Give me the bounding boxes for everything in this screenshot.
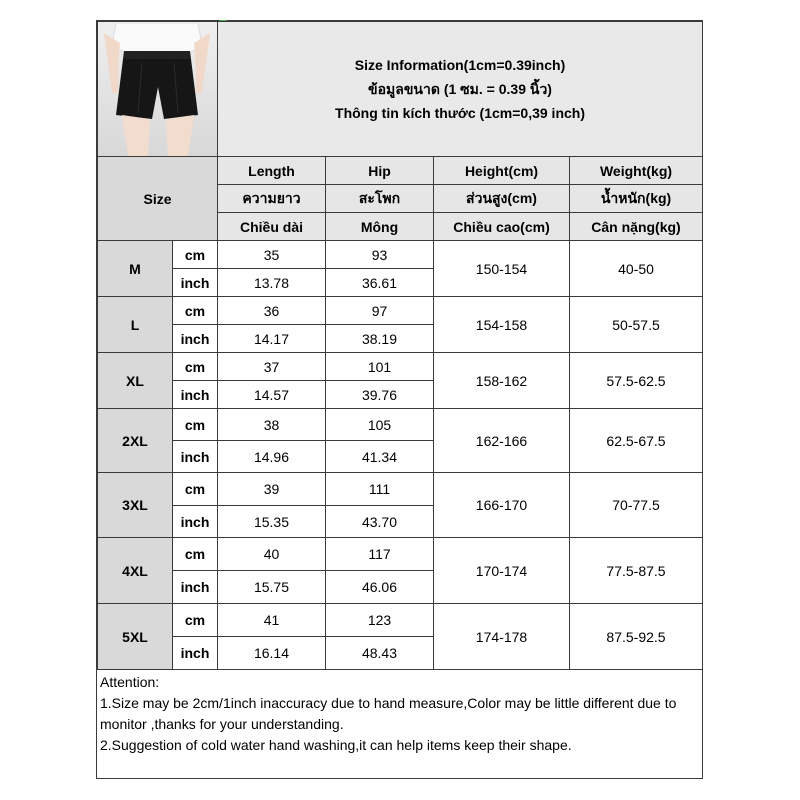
product-photo [98, 22, 218, 157]
size-table [97, 21, 703, 670]
title-vietnamese: Thông tin kích thước (1cm=0,39 inch) [335, 105, 585, 121]
header-hip-vi: Mông [326, 213, 434, 241]
size-chart-sheet [96, 20, 703, 779]
length-inch-value: 14.57 [218, 381, 326, 409]
table-row [98, 241, 703, 269]
table-row [98, 353, 703, 381]
hip-inch-value: 39.76 [326, 381, 434, 409]
header-hip-en: Hip [326, 157, 434, 185]
unit-cm: cm [173, 538, 218, 571]
hip-cm-value: 97 [326, 297, 434, 325]
title-thai: ข้อมูลขนาด (1 ซม. = 0.39 นิ้ว) [368, 81, 552, 97]
black-shorts-photo-icon [98, 23, 217, 156]
header-height-th: ส่วนสูง(cm) [434, 185, 570, 213]
height-range-value: 174-178 [434, 604, 570, 670]
unit-inch: inch [173, 441, 218, 473]
table-row [98, 473, 703, 506]
column-header-row-en [98, 157, 703, 185]
weight-range-value: 57.5-62.5 [570, 353, 703, 409]
hip-cm-value: 93 [326, 241, 434, 269]
length-cm-value: 38 [218, 409, 326, 441]
header-weight-th: น้ำหนัก(kg) [570, 185, 703, 213]
length-inch-value: 14.96 [218, 441, 326, 473]
unit-inch: inch [173, 571, 218, 604]
length-inch-value: 14.17 [218, 325, 326, 353]
unit-inch: inch [173, 325, 218, 353]
unit-inch: inch [173, 637, 218, 670]
hip-inch-value: 43.70 [326, 506, 434, 538]
length-cm-value: 37 [218, 353, 326, 381]
length-cm-value: 35 [218, 241, 326, 269]
hip-cm-value: 101 [326, 353, 434, 381]
length-inch-value: 13.78 [218, 269, 326, 297]
header-weight-en: Weight(kg) [570, 157, 703, 185]
size-label: XL [98, 353, 173, 409]
weight-range-value: 77.5-87.5 [570, 538, 703, 604]
unit-cm: cm [173, 409, 218, 441]
hip-inch-value: 48.43 [326, 637, 434, 670]
header-hip-th: สะโพก [326, 185, 434, 213]
hip-cm-value: 111 [326, 473, 434, 506]
length-inch-value: 16.14 [218, 637, 326, 670]
size-label: 2XL [98, 409, 173, 473]
unit-cm: cm [173, 353, 218, 381]
attention-notes [97, 670, 702, 756]
size-column-label: Size [98, 157, 218, 241]
unit-inch: inch [173, 381, 218, 409]
attention-note-2: 2.Suggestion of cold water hand washing,it can help items keep their shape. [100, 737, 572, 753]
size-label: 5XL [98, 604, 173, 670]
size-label: L [98, 297, 173, 353]
height-range-value: 158-162 [434, 353, 570, 409]
attention-note-1: 1.Size may be 2cm/1inch inaccuracy due to hand measure,Color may be little different due to monitor ,thanks for your understanding. [100, 695, 677, 732]
header-length-th: ความยาว [218, 185, 326, 213]
height-range-value: 162-166 [434, 409, 570, 473]
length-inch-value: 15.35 [218, 506, 326, 538]
size-label: 4XL [98, 538, 173, 604]
hip-inch-value: 41.34 [326, 441, 434, 473]
hip-inch-value: 38.19 [326, 325, 434, 353]
unit-inch: inch [173, 269, 218, 297]
header-row [98, 22, 703, 157]
length-cm-value: 41 [218, 604, 326, 637]
size-label: M [98, 241, 173, 297]
length-inch-value: 15.75 [218, 571, 326, 604]
height-range-value: 150-154 [434, 241, 570, 297]
weight-range-value: 70-77.5 [570, 473, 703, 538]
unit-cm: cm [173, 297, 218, 325]
header-weight-vi: Cân nặng(kg) [570, 213, 703, 241]
unit-inch: inch [173, 506, 218, 538]
weight-range-value: 87.5-92.5 [570, 604, 703, 670]
length-cm-value: 36 [218, 297, 326, 325]
header-height-en: Height(cm) [434, 157, 570, 185]
weight-range-value: 50-57.5 [570, 297, 703, 353]
size-info-title [218, 22, 703, 157]
hip-cm-value: 123 [326, 604, 434, 637]
title-english: Size Information(1cm=0.39inch) [354, 57, 566, 73]
height-range-value: 170-174 [434, 538, 570, 604]
header-length-en: Length [218, 157, 326, 185]
hip-inch-value: 46.06 [326, 571, 434, 604]
length-cm-value: 40 [218, 538, 326, 571]
unit-cm: cm [173, 473, 218, 506]
size-label: 3XL [98, 473, 173, 538]
hip-cm-value: 117 [326, 538, 434, 571]
table-row [98, 409, 703, 441]
hip-cm-value: 105 [326, 409, 434, 441]
height-range-value: 154-158 [434, 297, 570, 353]
table-row [98, 297, 703, 325]
hip-inch-value: 36.61 [326, 269, 434, 297]
header-height-vi: Chiều cao(cm) [434, 213, 570, 241]
weight-range-value: 62.5-67.5 [570, 409, 703, 473]
height-range-value: 166-170 [434, 473, 570, 538]
table-row [98, 538, 703, 571]
length-cm-value: 39 [218, 473, 326, 506]
table-row [98, 604, 703, 637]
attention-heading: Attention: [100, 674, 160, 690]
unit-cm: cm [173, 241, 218, 269]
unit-cm: cm [173, 604, 218, 637]
weight-range-value: 40-50 [570, 241, 703, 297]
header-length-vi: Chiều dài [218, 213, 326, 241]
